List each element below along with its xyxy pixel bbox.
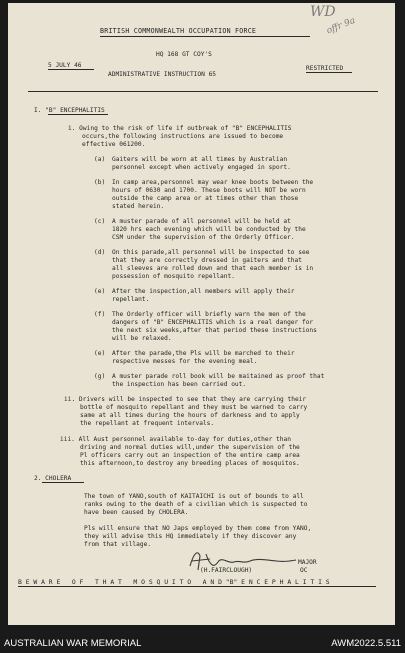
section-heading-encephalitis: I. "B" ENCEPHALITIS bbox=[34, 107, 105, 114]
footer-underline bbox=[18, 586, 376, 587]
header-rule bbox=[28, 91, 378, 92]
handwritten-note: offr 9a bbox=[325, 15, 357, 37]
classification-underline bbox=[306, 72, 352, 73]
section-underline bbox=[42, 482, 84, 483]
signatory-role: OC bbox=[300, 567, 308, 574]
classification-marking: RESTRICTED bbox=[306, 65, 344, 72]
section-underline bbox=[48, 114, 108, 115]
section-heading-cholera: 2. CHOLERA bbox=[34, 475, 72, 482]
document-page: BRITISH COMMONWEALTH OCCUPATION FORCE WD offr 9a HQ 168 GT COY'S 5 JULY 46 ADMINISTRATIVE INSTRUCTION 65 RESTRICTED I. "B" ENCEPHALITIS i. Owing to the risk of life if outbreak of "B" ENCEPHALITIS occurs,the following instructions are issued to become effective 061200. (a) Gaiters will be worn at all times by Australian personnel except when actively engaged in sport. (b) In camp area,personnel may wear knee boots between the hours of 0630 and 1700. These boots will NOT be worn outside the camp area or at times other than those stated herein. (c) A muster parade of all personnel will be held at 1820 hrs each evening which will be conducted by the CSM under the supervision of the Orderly Officer. (d) On this parade,all personnel will be inspected to see that they are correctly dressed in gaiters and that all sleeves are rolled down and that each member is in possession of mosquito repellant. (e) After the inspection,all members will apply their repellant. (f) The Orderly officer will briefly warn the men of the dangers of "B" ENCEPHALITIS which is a real danger for the next six weeks,after that period these instructions will be relaxed. (e) After the parade,the Pls will be marched to their respective messes for the evening meal. (g) A muster parade roll book will be maitained as proof that the inspection has been carried out. ii. Drivers will be inspected to see that they are carrying their bottle of mosquito repellant and they must be warned to carry same at all times during the hours of darkness and to apply the repellant at frequent intervals. iii. All Aust personnel available to-day for duties,other than driving and normal duties will,under the supervision of the Pl officers carry out an inspection of the entire camp area this afternoon,to destroy any breeding places of mosquitos. 2. CHOLERA The town of YANO,south of KAITAICHI is out of bounds to all ranks owing to the death of a civilian which is suspected to have been caused by CHOLERA. Pls will ensure that NO Japs employed by them come from YANO, they will advise this HQ immediately if they discover any from that village. MAJOR (H.FAIRCLOUGH) OC B E W A R E O F T H A T M O S Q U I T O A N D "B" E N C E P H A L I T I S bbox=[8, 3, 395, 625]
signatory-name: (H.FAIRCLOUGH) bbox=[200, 567, 253, 574]
title-underline bbox=[100, 36, 310, 37]
unit-name: HQ 168 GT COY'S bbox=[156, 51, 212, 58]
archive-reference: AWM2022.5.511 bbox=[331, 638, 401, 649]
date-underline bbox=[48, 69, 94, 70]
instruction-number: ADMINISTRATIVE INSTRUCTION 65 bbox=[108, 71, 217, 78]
document-date: 5 JULY 46 bbox=[48, 62, 82, 69]
archive-credit: AUSTRALIAN WAR MEMORIAL bbox=[4, 638, 142, 649]
document-title: BRITISH COMMONWEALTH OCCUPATION FORCE bbox=[100, 27, 257, 35]
handwritten-mark: WD bbox=[310, 4, 336, 20]
footer-warning: B E W A R E O F T H A T M O S Q U I T O A N D "B" E N C E P H A L I T I S bbox=[18, 578, 330, 586]
signatory-rank: MAJOR bbox=[298, 559, 317, 566]
